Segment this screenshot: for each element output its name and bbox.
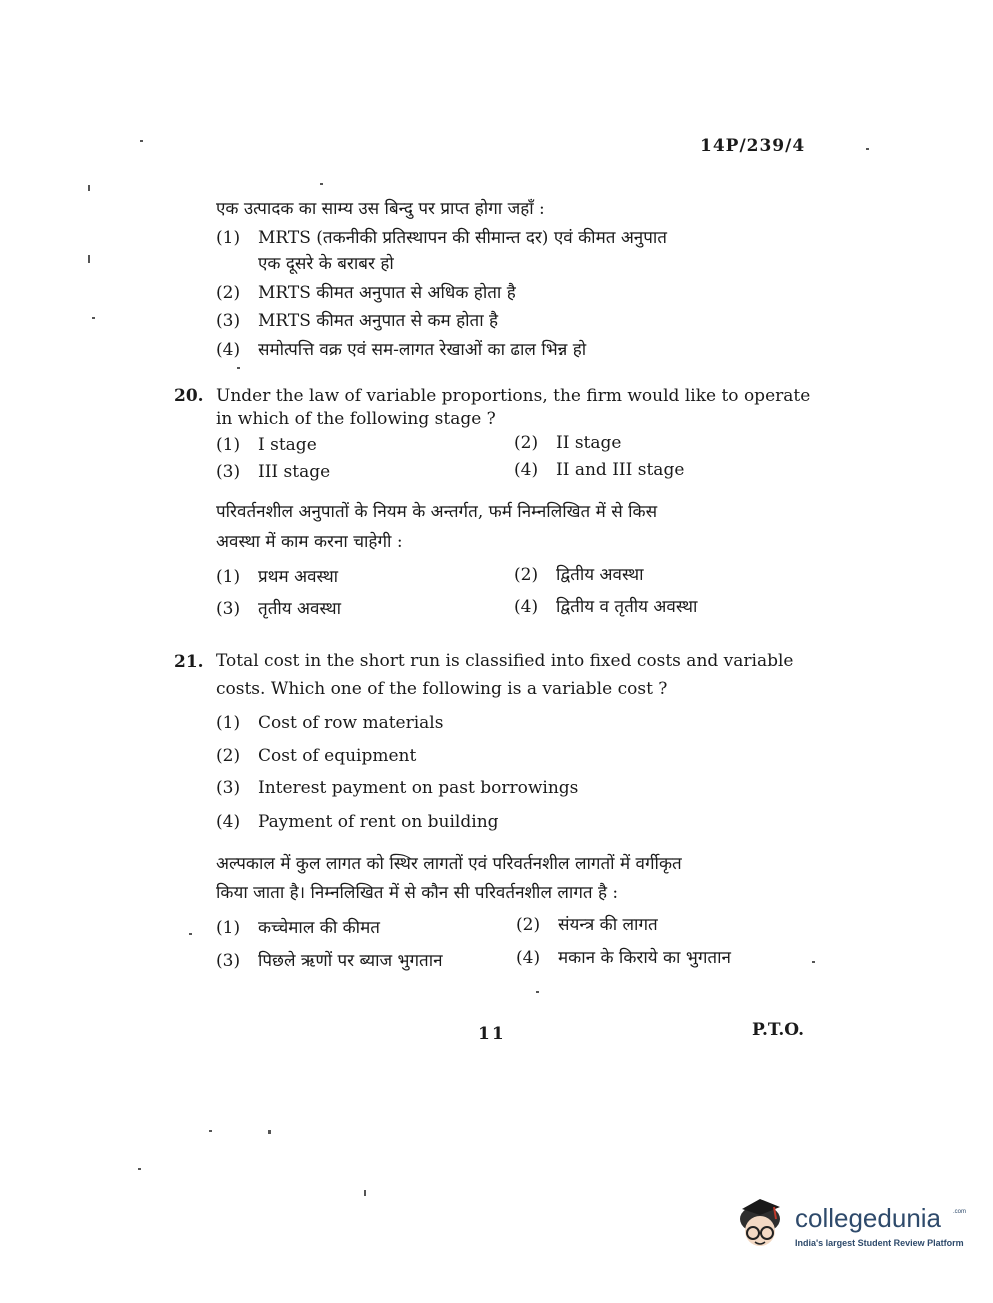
q21-hindi-line2: किया जाता है। निम्नलिखित में से कौन सी परिवर्तनशील लागत है : [216, 883, 619, 903]
scan-speck [536, 991, 539, 993]
q19-hindi-option-1: (1) MRTS (तकनीकी प्रतिस्थापन की सीमान्त दर) एवं कीमत अनुपात [216, 228, 667, 248]
q20-option-1: (1) I stage [216, 435, 317, 455]
collegedunia-watermark [730, 1195, 970, 1265]
collegedunia-wordmark: collegedunia [795, 1203, 942, 1233]
q21-hindi-line1: अल्पकाल में कुल लागत को स्थिर लागतों एवं परिवर्तनशील लागतों में वर्गीकृत [216, 854, 682, 874]
q20-stem-line2: in which of the following stage ? [216, 409, 496, 429]
q21-hindi-option-4: (4) मकान के किराये का भुगतान [516, 948, 731, 968]
q20-stem-line1: Under the law of variable proportions, the firm would like to operate [216, 386, 811, 406]
pto-label: P.T.O. [752, 1020, 804, 1040]
scan-speck [140, 140, 143, 142]
scan-speck [209, 1130, 212, 1132]
q20-hindi-line2: अवस्था में काम करना चाहेगी : [216, 532, 403, 552]
q21-hindi-option-1: (1) कच्चेमाल की कीमत [216, 918, 380, 938]
scan-speck [138, 1168, 141, 1170]
q19-hindi-option-3: (3) MRTS कीमत अनुपात से कम होता है [216, 311, 499, 331]
q20-option-2: (2) II stage [514, 433, 622, 453]
collegedunia-mascot-icon [730, 1195, 790, 1257]
q21-option-2: (2) Cost of equipment [216, 746, 417, 766]
q19-hindi-option-2: (2) MRTS कीमत अनुपात से अधिक होता है [216, 283, 516, 303]
q20-hindi-option-3: (3) तृतीय अवस्था [216, 599, 342, 619]
q21-number: 21. [174, 652, 204, 672]
scan-speck [92, 317, 95, 319]
q20-hindi-option-4: (4) द्वितीय व तृतीय अवस्था [514, 597, 698, 617]
scan-speck [237, 367, 240, 369]
q21-stem-line1: Total cost in the short run is classified into fixed costs and variable [216, 651, 794, 671]
q21-hindi-option-3: (3) पिछले ऋणों पर ब्याज भुगतान [216, 951, 443, 971]
q20-hindi-option-1: (1) प्रथम अवस्था [216, 567, 339, 587]
q21-option-4: (4) Payment of rent on building [216, 812, 499, 832]
q20-option-3: (3) III stage [216, 462, 331, 482]
q20-hindi-option-2: (2) द्वितीय अवस्था [514, 565, 644, 585]
scan-speck [320, 183, 323, 185]
scan-speck [268, 1130, 271, 1134]
scan-speck [866, 148, 869, 150]
q20-hindi-line1: परिवर्तनशील अनुपातों के नियम के अन्तर्गत, फर्म निम्नलिखित में से किस [216, 502, 658, 522]
page-number: 11 [478, 1024, 506, 1044]
collegedunia-tagline: India's largest Student Review Platform [795, 1238, 964, 1248]
q19-hindi-option-1-cont: एक दूसरे के बराबर हो [258, 254, 394, 274]
scan-speck [189, 933, 192, 935]
scan-speck [88, 185, 90, 191]
paper-code: 14P/239/4 [700, 136, 806, 156]
q21-hindi-option-2: (2) संयन्त्र की लागत [516, 915, 658, 935]
scan-speck [812, 961, 815, 963]
q21-option-1: (1) Cost of row materials [216, 713, 444, 733]
q19-hindi-option-4: (4) समोत्पत्ति वक्र एवं सम-लागत रेखाओं का ढाल भिन्न हो [216, 340, 587, 360]
q20-number: 20. [174, 386, 204, 406]
scan-speck [364, 1190, 366, 1196]
scan-speck [88, 255, 90, 263]
q19-hindi-stem: एक उत्पादक का साम्य उस बिन्दु पर प्राप्त होगा जहाँ : [216, 199, 545, 219]
q21-stem-line2: costs. Which one of the following is a variable cost ? [216, 679, 668, 699]
collegedunia-com: .com [953, 1209, 967, 1215]
q20-option-4: (4) II and III stage [514, 460, 685, 480]
q21-option-3: (3) Interest payment on past borrowings [216, 778, 579, 798]
